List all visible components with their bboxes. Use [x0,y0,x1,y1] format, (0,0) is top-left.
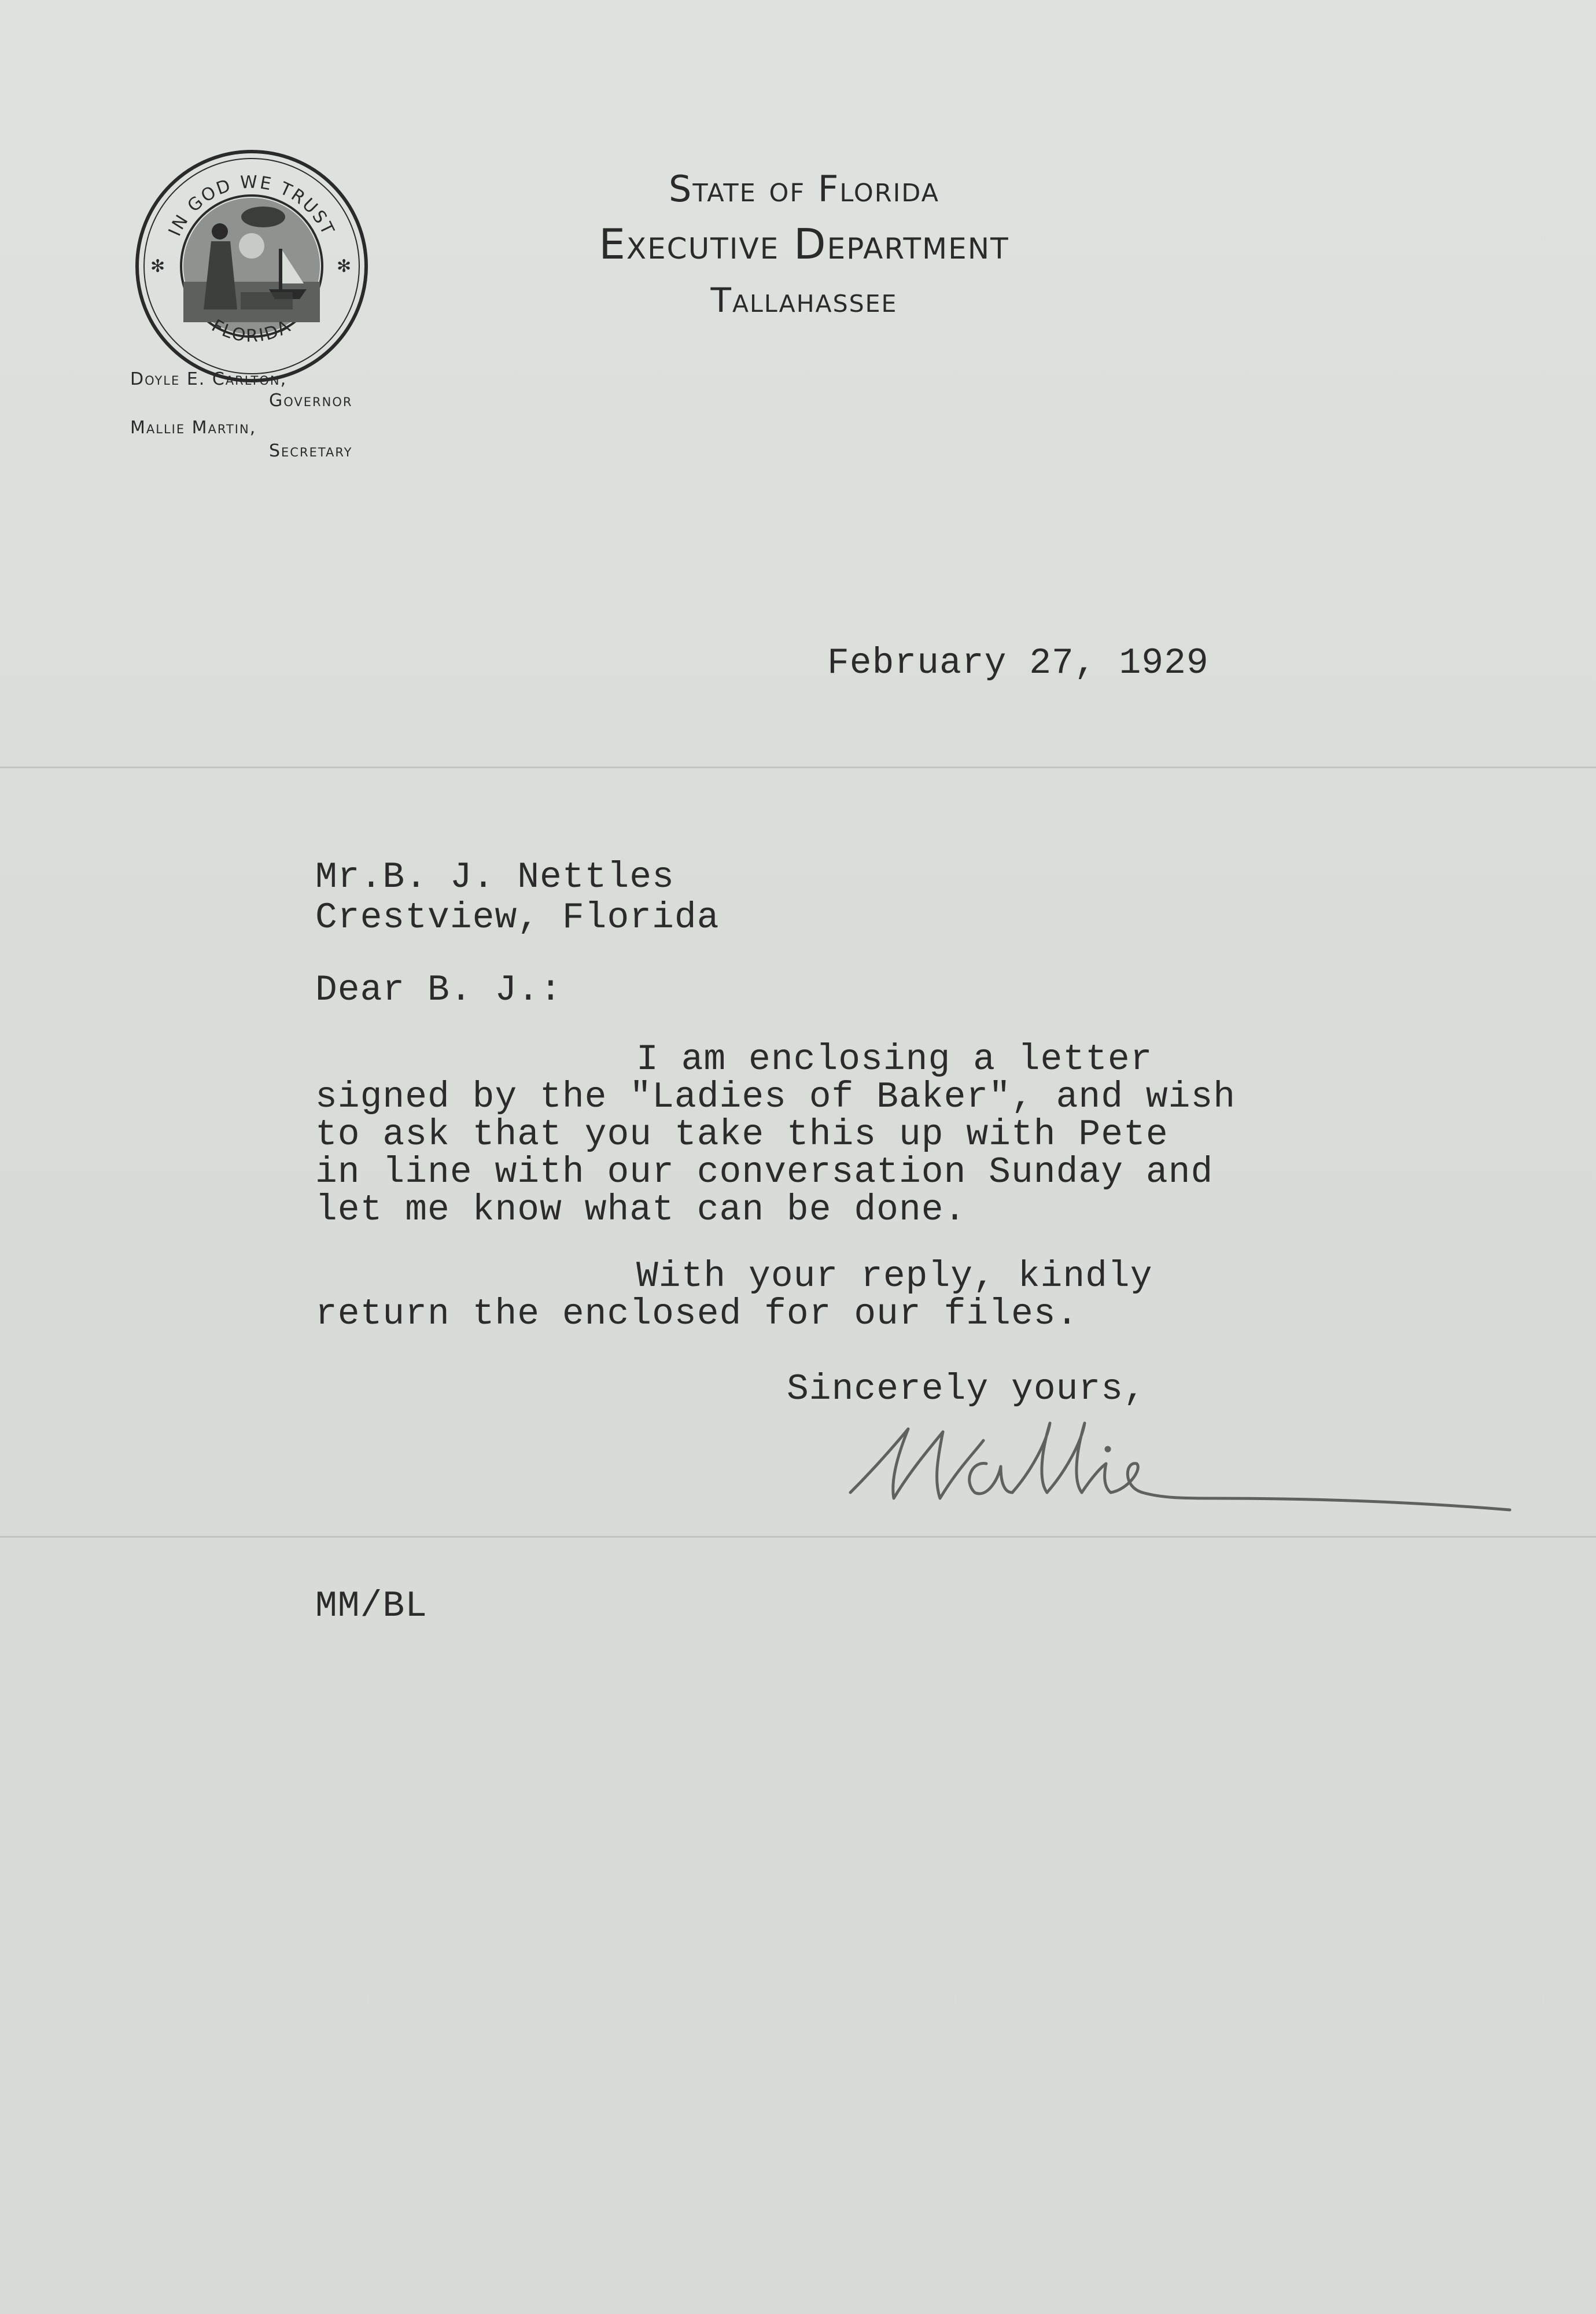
body-line: to ask that you take this up with Pete [315,1114,1169,1155]
body-line: With your reply, kindly [636,1256,1153,1297]
secretary-title: Secretary [269,441,353,461]
recipient-address: Crestview, Florida [315,897,720,938]
body-line: let me know what can be done. [315,1189,967,1230]
body-line: signed by the "Ladies of Baker", and wish [315,1077,1236,1118]
body-line: I am enclosing a letter [636,1039,1153,1080]
body-line: in line with our conversation Sunday and [315,1152,1214,1193]
salutation: Dear B. J.: [315,970,562,1011]
florida-state-seal [133,148,370,385]
governor-name: Doyle E. Carlton, [130,369,287,389]
letterhead-state: State of Florida [668,168,940,210]
letterhead-department: Executive Department [599,220,1009,268]
governor-title: Governor [269,390,353,411]
recipient-name: Mr.B. J. Nettles [315,857,674,898]
seal-star-icon: ✻ [337,257,352,276]
secretary-name: Mallie Martin, [130,418,257,438]
typist-initials: MM/BL [315,1586,428,1627]
handwritten-signature [839,1406,1521,1545]
body-line: return the enclosed for our files. [315,1294,1079,1335]
closing: Sincerely yours, [787,1369,1146,1410]
letter-date: February 27, 1929 [827,643,1209,684]
seal-top-text: IN GOD WE TRUST [164,172,339,239]
seal-star-icon: ✻ [150,257,165,276]
paper-fold-line [0,767,1596,768]
seal-bottom-text: FLORIDA [208,315,296,347]
seal-scene [183,198,320,334]
letterhead-city: Tallahassee [710,281,898,320]
